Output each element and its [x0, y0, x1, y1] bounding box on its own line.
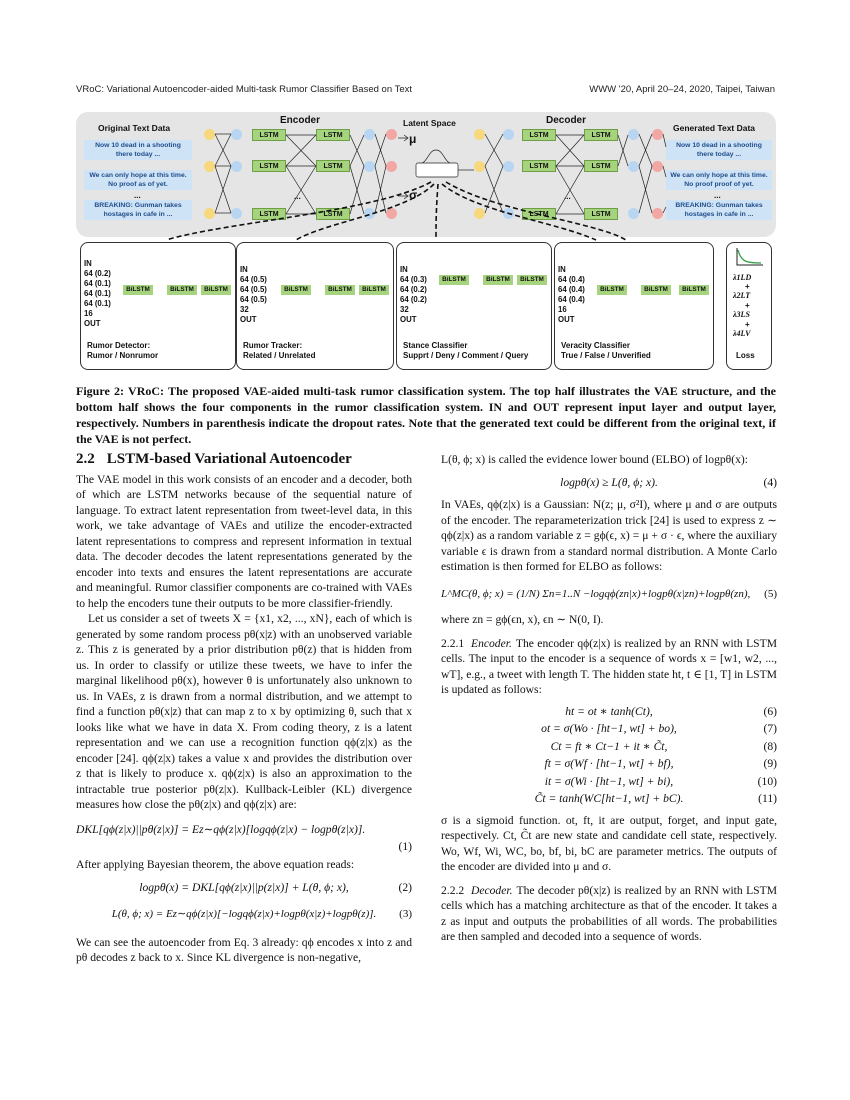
bilstm-cell: BiLSTM: [517, 275, 547, 285]
original-tweet-3: BREAKING: Gunman takes hostages in cafe in ...: [84, 200, 192, 220]
encoder-lstm-cell: LSTM: [252, 208, 286, 220]
equation-body: DKL[qϕ(z|x)||pθ(z|x)] = Ez∼qϕ(z|x)[logqϕ(z|x) − logpθ(z|x)].: [76, 822, 366, 836]
panel-caption: Rumor Tracker: Related / Unrelated: [243, 341, 316, 360]
subsection-title: Decoder.: [470, 883, 513, 897]
subsection-number: 2.2.1: [441, 636, 465, 650]
loss-label: Loss: [736, 351, 755, 360]
ellipsis: ...: [294, 192, 301, 201]
decoder-lstm-cell: LSTM: [522, 160, 556, 172]
layer-sizes: IN 64 (0.5) 64 (0.5) 64 (0.5) 32 OUT: [240, 265, 267, 324]
encoder-title: Encoder: [280, 115, 321, 126]
original-text-title: Original Text Data: [98, 123, 171, 133]
bilstm-cell: BiLSTM: [439, 275, 469, 285]
generated-tweet-3: BREAKING: Gunman takes hostages in cafe in ...: [666, 200, 772, 220]
bilstm-cell: BiLSTM: [483, 275, 513, 285]
equation-body: logpθ(x) = DKL[qϕ(z|x)||p(z|x)] + L(θ, ϕ; x),: [139, 880, 349, 894]
equation: [441, 704, 777, 720]
equation-number: (2): [398, 880, 412, 894]
equation-number: (4): [763, 475, 777, 489]
equation-number: (7): [763, 722, 777, 735]
equation-body: L(θ, ϕ; x) = Ez∼qϕ(z|x)[−logqϕ(z|x)+logpθ(x|z)+logpθ(z)].: [111, 908, 377, 920]
ellipsis: ...: [714, 191, 721, 200]
figure-caption: Figure 2: VRoC: The proposed VAE-aided multi-task rumor classification system. The top half illustrates the VAE structure, and the bottom half shows the four components in the rumor classification system. IN and OUT represent input layer and output layer, respectively. Numbers in parenthesis indicate the dropout rates. Note that the generated text could be different from the original text, if the VAE is not perfect.: [76, 384, 776, 446]
loss-panel: [726, 242, 772, 370]
panel-caption: Veracity Classifier True / False / Unverified: [561, 341, 651, 360]
plus: +: [745, 282, 750, 291]
bilstm-cell: BiLSTM: [281, 285, 311, 295]
running-header-left: VRoC: Variational Autoencoder-aided Multi-task Rumor Classifier Based on Text: [76, 84, 413, 95]
equation: [441, 756, 777, 772]
ellipsis: ...: [134, 191, 141, 200]
paragraph: In VAEs, qϕ(z|x) is a Gaussian: N(z; μ, σ²I), where μ and σ are outputs of the encoder. The reparameterization trick [24] is used to express z ∼ qϕ(z|x) as a random variable z = gϕ(ϵ, x) = μ + σ · ϵ, where the auxiliary variable ϵ is drawn from a standard normal distribution. A Monte Carlo estimation is then formed for ELBO as follows:: [441, 498, 777, 573]
layer-sizes: IN 64 (0.4) 64 (0.4) 64 (0.4) 16 OUT: [558, 265, 585, 324]
paragraph: After applying Bayesian theorem, the above equation reads:: [76, 858, 355, 871]
encoder-lstm-cell: LSTM: [252, 129, 286, 141]
equation-body: it = σ(Wi · [ht−1, wt] + bi),: [544, 774, 674, 788]
stance-classifier-panel: [396, 242, 552, 370]
bilstm-cell: BiLSTM: [359, 285, 389, 295]
paragraph: where zn = gϕ(ϵn, x), ϵn ∼ N(0, I).: [441, 613, 604, 626]
paragraph: The VAE model in this work consists of an encoder and a decoder, both of which are LSTM networks because of the sequential nature of language. To extract latent representation from tweet-level data, in this work, we take advantage of VAEs and utilize the encoder-extracted latent representations to compress and represent information in textual data. The decoder decodes the latent representations generated by the encoder into texts and ensures the latent representations are accurate and meaningful. Rumor classifier components are co-trained with VAEs to help the encoders tune their outputs to be more classifier-friendly.: [76, 472, 412, 610]
generated-tweet-1: Now 10 dead in a shooting there today ...: [666, 140, 772, 160]
equation-number: (10): [757, 774, 777, 788]
equation: [441, 739, 777, 755]
section-title: LSTM-based Variational Autoencoder: [106, 451, 352, 467]
equation-number: (1): [398, 840, 412, 853]
decoder-lstm-cell: LSTM: [584, 208, 618, 220]
paragraph: Let us consider a set of tweets X = {x1, x2, ..., xN}, each of which is generated by some random process pθ(x|z) with an unobserved variable z. This z is generated by a prior distribution pθ(z) that is hidden from us. In order to classify or utilize these tweets, we have to infer the marginal likelihood pθ(x), however θ is unfortunately also unknown to us. In VAEs, z is drawn from a normal distribution, and we attempt to find a function pθ(x|z) that can map z to x by optimizing θ, such that x looks like what we have in data X. From coding theory, z is a latent representation and we can use a recognition function qϕ(z|x) as the encoder [24]. qϕ(z|x) takes a value x and provides the distribution over z that is likely to produce x. qϕ(z|x) is also an approximation to the intractable true posterior pθ(z|x). Kullback-Leibler (KL) divergence measures how close the pθ(z|x) and qϕ(z|x) are:: [76, 612, 412, 811]
paragraph: L(θ, ϕ; x) is called the evidence lower bound (ELBO) of logpθ(x):: [441, 453, 748, 466]
lstm-equations: [441, 704, 777, 807]
latent-space-title: Latent Space: [403, 118, 456, 128]
bilstm-cell: BiLSTM: [167, 285, 197, 295]
bilstm-cell: BiLSTM: [201, 285, 231, 295]
subsection-number: 2.2.2: [441, 883, 465, 897]
encoder-lstm-cell: LSTM: [316, 129, 350, 141]
running-header-right: WWW '20, April 20–24, 2020, Taipei, Taiwan: [589, 84, 775, 95]
bilstm-cell: BiLSTM: [123, 285, 153, 295]
paragraph: We can see the autoencoder from Eq. 3 already: qϕ encodes x into z and pθ decodes z back to x. Since KL divergence is non-negative,: [76, 935, 412, 964]
ellipsis: ...: [564, 192, 571, 201]
generated-tweet-2: We can only hope at this time. No proof proof of yet.: [666, 170, 772, 190]
original-tweet-1: Now 10 dead in a shooting there today ...: [84, 140, 192, 160]
loss-term-3: λ3LS: [733, 310, 750, 319]
decoder-lstm-cell: LSTM: [584, 160, 618, 172]
plus: +: [745, 301, 750, 310]
equation-number: (3): [399, 908, 412, 920]
section-number: 2.2: [76, 451, 95, 467]
equation-number: (8): [763, 739, 777, 753]
loss-curve-icon: [729, 245, 772, 271]
loss-term-4: λ4LV: [733, 329, 751, 338]
rumor-tracker-panel: [236, 242, 394, 370]
generated-text-title: Generated Text Data: [673, 123, 756, 133]
equation-body: L^MC(θ, ϕ; x) = (1/N) Σn=1..N −logqϕ(zn|x)+logpθ(x|zn)+logpθ(zn),: [441, 587, 751, 600]
equation: [76, 822, 412, 838]
panel-caption: Stance Classifier Supprt / Deny / Comment / Query: [403, 341, 529, 360]
equation-number: (6): [763, 704, 777, 718]
decoder-title: Decoder: [546, 115, 587, 126]
loss-term-1: λ1LD: [733, 273, 752, 282]
decoder-lstm-cell: LSTM: [522, 208, 556, 220]
equation-number: (5): [764, 587, 777, 600]
veracity-classifier-panel: [554, 242, 714, 370]
bilstm-cell: BiLSTM: [597, 285, 627, 295]
panel-caption: Rumor Detector: Rumor / Nonrumor: [87, 341, 159, 360]
encoder-lstm-cell: LSTM: [252, 160, 286, 172]
encoder-lstm-cell: LSTM: [316, 160, 350, 172]
bilstm-cell: BiLSTM: [679, 285, 709, 295]
right-column: [441, 452, 777, 945]
encoder-lstm-cell: LSTM: [316, 208, 350, 220]
paragraph: σ is a sigmoid function. ot, ft, it are output, forget, and input gate, respectively. Ct, C̃t are new state and candidate cell state, respectively. Wo, Wf, Wi, WC, bo, bf, bi, bC are parameter metrics. The outputs of the encoder are divided into μ and σ.: [441, 813, 777, 873]
bilstm-cell: BiLSTM: [325, 285, 355, 295]
equation-body: logpθ(x) ≥ L(θ, ϕ; x).: [560, 475, 658, 489]
equation-number: (11): [758, 792, 777, 805]
decoder-lstm-cell: LSTM: [522, 129, 556, 141]
equation: [441, 587, 777, 603]
loss-term-2: λ2LT: [733, 291, 751, 300]
equation: [441, 475, 777, 491]
figure-2: [76, 112, 776, 374]
section-heading: [76, 452, 412, 468]
equation-number-row: [76, 839, 412, 853]
equation: [76, 880, 412, 896]
subsection-text: The decoder pθ(x|z) is realized by an RNN with LSTM cells which has a matching architecture as that of the encoder. It takes a z as input and outputs the probabilities of all words. The probabilities are then sampled and decoded into a sequence of words.: [441, 883, 777, 943]
equation-body: ft = σ(Wf · [ht−1, wt] + bf),: [544, 757, 674, 770]
equation: [441, 791, 777, 807]
left-column: [76, 452, 412, 966]
subsection-title: Encoder.: [470, 636, 512, 650]
equation-body: ot = σ(Wo · [ht−1, wt] + bo),: [541, 722, 677, 735]
mu-label: μ: [409, 132, 417, 146]
layer-sizes: IN 64 (0.2) 64 (0.1) 64 (0.1) 64 (0.1) 16 OUT: [84, 259, 111, 328]
equation: [441, 721, 777, 737]
bilstm-cell: BiLSTM: [641, 285, 671, 295]
subsection-text: The encoder qϕ(z|x) is realized by an RNN with LSTM cells. The input to the encoder is a sequence of words x = [w1, w2, ..., wT], e.g., a tweet with length T. The hidden state ht, t ∈ [1, T] in LSTM is updated as follows:: [441, 636, 777, 696]
equation: [441, 774, 777, 790]
plus: +: [745, 320, 750, 329]
sigma-label: σ: [409, 188, 418, 202]
equation-body: Ct = ft ∗ Ct−1 + it ∗ C̃t,: [550, 739, 668, 753]
equation-body: ht = ot ∗ tanh(Ct),: [565, 704, 653, 718]
rumor-detector-panel: [80, 242, 236, 370]
equation-body: C̃t = tanh(WC[ht−1, wt] + bC).: [534, 792, 684, 805]
subsection-paragraph: [441, 636, 777, 698]
layer-sizes: IN 64 (0.3) 64 (0.2) 64 (0.2) 32 OUT: [400, 265, 427, 324]
equation-number: (9): [763, 757, 777, 770]
decoder-lstm-cell: LSTM: [584, 129, 618, 141]
original-tweet-2: We can only hope at this time. No proof as of yet.: [84, 170, 192, 190]
equation: [76, 907, 412, 923]
subsection-paragraph: [441, 883, 777, 945]
